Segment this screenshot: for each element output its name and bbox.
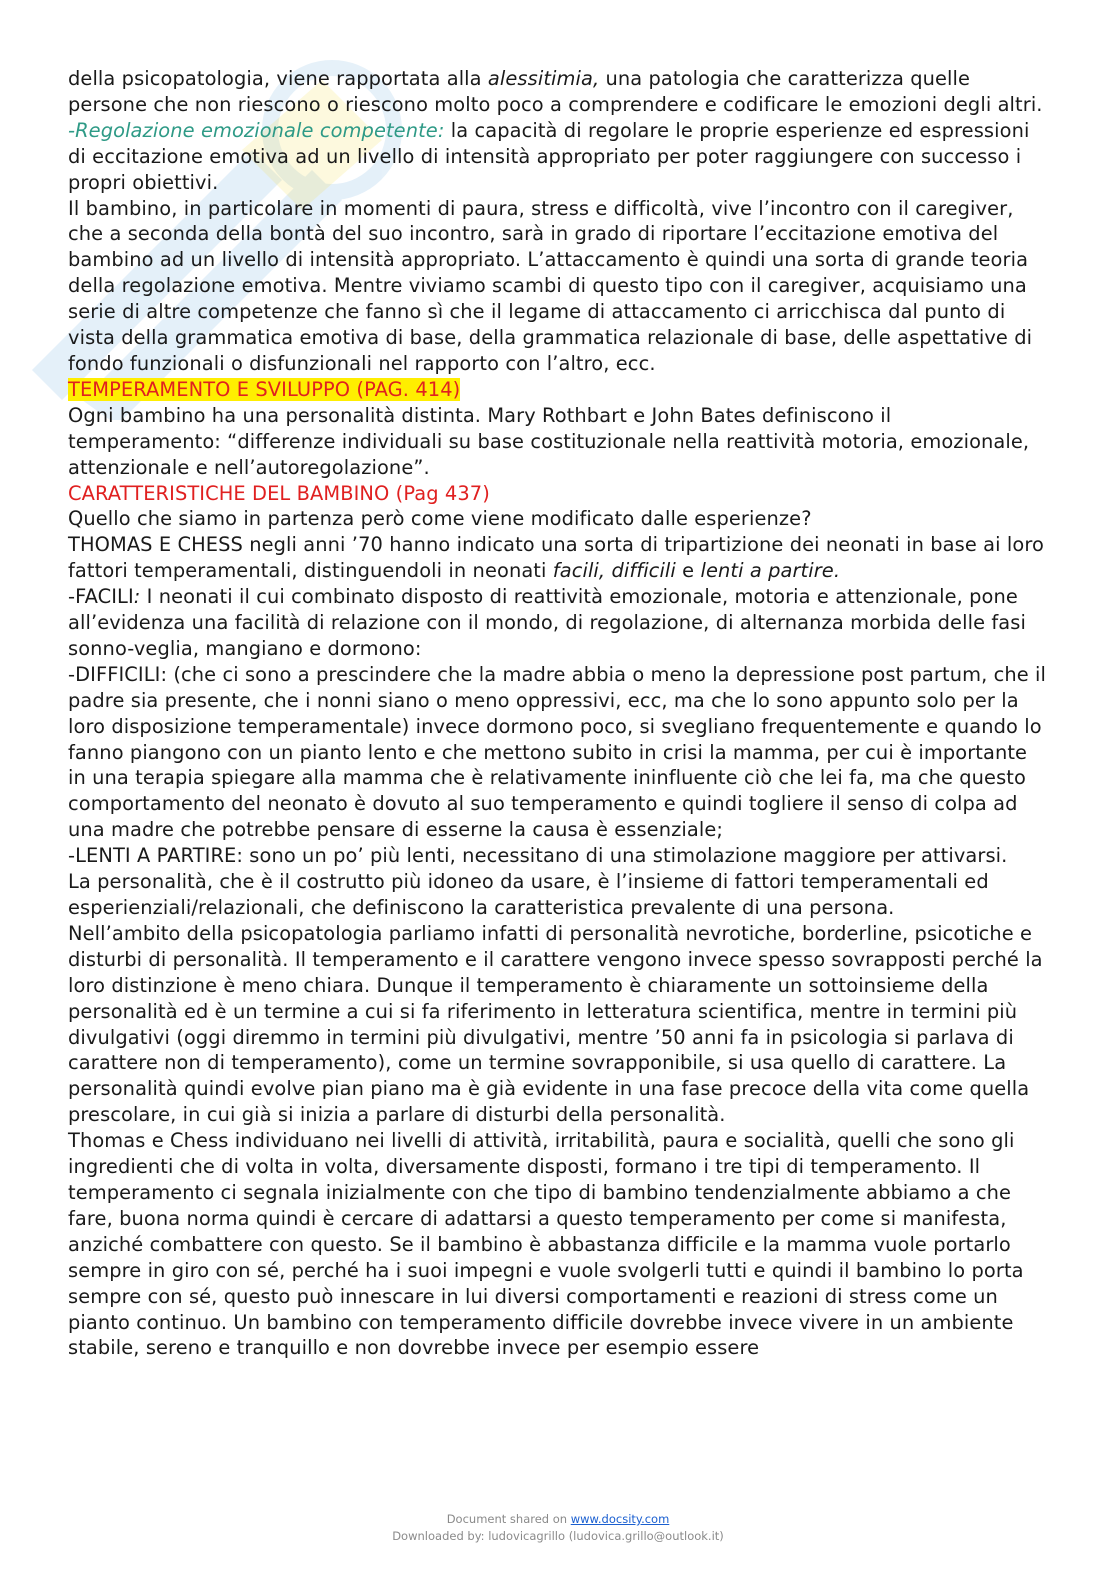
- paragraph: Il bambino, in particolare in momenti di paura, stress e difficoltà, vive l’incontro con il caregiver, che a seconda della bontà del suo incontro, sarà in grado di riportare l’eccitazione emotiva del bambino ad un livello di intensità appropriato. L’attaccamento è quindi una sorta di grande teoria della regolazione emotiva. Mentre viviamo scambi di questo tipo con il caregiver, acquisiamo una serie di altre competenze che fanno sì che il legame di attaccamento ci arricchisca dal punto di vista della grammatica emotiva di base, della grammatica relazionale di base, delle aspettative di fondo funzionali o disfunzionali nel rapporto con l’altro, ecc.: [68, 196, 1033, 375]
- paragraph: Nell’ambito della psicopatologia parliamo infatti di personalità nevrotiche, borderline, psicotiche e disturbi di personalità. Il temperamento e il carattere vengono invece spesso sovrapposti perché la loro distinzione è meno chiara. Dunque il temperamento è chiaramente un sottoinsieme della personalità ed è un termine a cui si fa riferimento in letteratura scientifica, mentre in termini più divulgativi (oggi diremmo in termini più divulgativi, mentre ’50 anni fa in psicologia si parlava di carattere non di temperamento), come un termine sovrapponibile, si usa quello di carattere. La personalità quindi evolve pian piano ma è già evidente in una fase precoce della vita come quella prescolare, in cui già si inizia a parlare di disturbi della personalità.: [68, 921, 1043, 1127]
- footer-downloaded: Downloaded by: ludovicagrillo (ludovica.grillo@outlook.it): [392, 1529, 724, 1543]
- paragraph: -FACILI: I neonati il cui combinato disposto di reattività emozionale, motoria e attenzionale, pone all’evidenza una facilità di relazione con il mondo, di regolazione, di alternanza morbida delle fasi sonno-veglia, mangiano e dormono:: [68, 585, 1026, 660]
- paragraph: -LENTI A PARTIRE: sono un po’ più lenti, necessitano di una stimolazione maggiore per attivarsi.: [68, 844, 1008, 868]
- section-heading: CARATTERISTICHE DEL BAMBINO (Pag 437): [68, 481, 490, 505]
- docsity-link[interactable]: www.docsity.com: [570, 1512, 670, 1526]
- paragraph: -Regolazione emozionale competente: la capacità di regolare le proprie esperienze ed espressioni di eccitazione emotiva ad un livello di intensità appropriato per poter raggiungere con successo i propri obiettivi.: [68, 118, 1030, 194]
- section-heading: TEMPERAMENTO E SVILUPPO (PAG. 414): [68, 377, 461, 401]
- paragraph: Ogni bambino ha una personalità distinta. Mary Rothbart e John Bates definiscono il temperamento: “differenze individuali su base costituzionale nella reattività motoria, emozionale, attenzionale e nell’autoregolazione”.: [68, 403, 1030, 479]
- footer-shared: Document shared on www.docsity.com: [446, 1512, 670, 1526]
- paragraph: Quello che siamo in partenza però come viene modificato dalle esperienze?: [68, 507, 812, 531]
- term-label: -Regolazione emozionale competente:: [68, 118, 445, 142]
- document-body: [68, 66, 1048, 1361]
- paragraph: della psicopatologia, viene rapportata alla alessitimia, una patologia che caratterizza quelle persone che non riescono o riescono molto poco a comprendere e codificare le emozioni degli altri.: [68, 67, 1043, 116]
- paragraph: -DIFFICILI: (che ci sono a prescindere che la madre abbia o meno la depressione post partum, che il padre sia presente, che i nonni siano o meno oppressivi, ecc, ma che lo sono appunto solo per la loro disposizione temperamentale) invece dormono poco, si svegliano frequentemente e quando lo fanno piangono con un pianto lento e che mettono subito in crisi la mamma, per cui è importante in una terapia spiegare alla mamma che è relativamente ininfluente ciò che lei fa, ma che questo comportamento del neonato è dovuto al suo temperamento e quindi togliere il senso di colpa ad una madre che potrebbe pensare di esserne la causa è essenziale;: [68, 662, 1047, 842]
- paragraph: Thomas e Chess individuano nei livelli di attività, irritabilità, paura e socialità, quelli che sono gli ingredienti che di volta in volta, diversamente disposti, formano i tre tipi di temperamento. Il temperamento ci segnala inizialmente con che tipo di bambino tendenzialmente abbiamo a che fare, buona norma quindi è cercare di adattarsi a questo temperamento per come si manifesta, anziché combattere con questo. Se il bambino è abbastanza difficile e la mamma vuole portarlo sempre in giro con sé, perché ha i suoi impegni e vuole svolgerli tutti e quindi il bambino lo porta sempre con sé, questo può innescare in lui diversi comportamenti e reazioni di stress come un pianto continuo. Un bambino con temperamento difficile dovrebbe invece vivere in un ambiente stabile, sereno e tranquillo e non dovrebbe invece per esempio essere: [68, 1129, 1024, 1360]
- paragraph: THOMAS E CHESS negli anni ’70 hanno indicato una sorta di tripartizione dei neonati in base ai loro fattori temperamentali, distinguendoli in neonati facili, difficili e lenti a partire.: [68, 533, 1044, 583]
- paragraph: La personalità, che è il costrutto più idoneo da usare, è l’insieme di fattori temperamentali ed esperienziali/relazionali, che definiscono la caratteristica prevalente di una persona.: [68, 870, 989, 919]
